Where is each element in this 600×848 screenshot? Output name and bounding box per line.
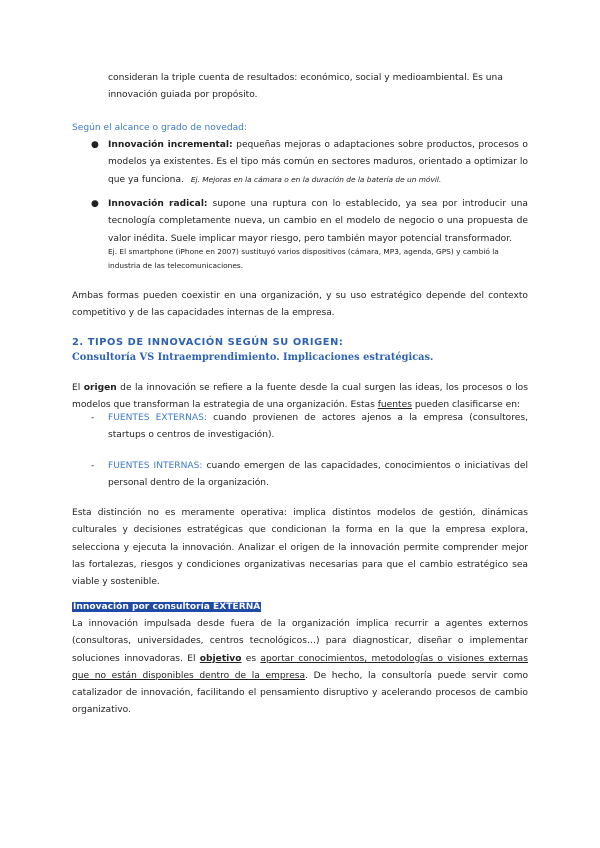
externa-paragraph bbox=[72, 616, 528, 720]
externa-pre: La innovación impulsada desde fuera de la organización implica recurrir a agentes externos (consultoras, universidades, centros tecnológicos…) para diagnosticar, diseñar o implementar soluciones innovadoras. El bbox=[72, 619, 528, 664]
fuentes-externas bbox=[108, 410, 528, 445]
radical-paragraph bbox=[108, 196, 528, 248]
externa-heading: Innovación por consultoría EXTERNA bbox=[73, 602, 261, 612]
incremental-text: pequeñas mejoras o adaptaciones sobre productos, procesos o modelos ya existentes. Es el tipo más común en sectores maduros, orientado a optimizar lo que ya funciona. bbox=[108, 140, 528, 185]
intro-pre: El bbox=[72, 383, 84, 393]
incremental-label: Innovación incremental: bbox=[108, 140, 233, 150]
internas-label: FUENTES INTERNAS: bbox=[108, 461, 203, 471]
fuentes-internas bbox=[108, 458, 528, 493]
section2-subtitle: Consultoría VS Intraemprendimiento. Implicaciones estratégicas. bbox=[72, 352, 434, 363]
intro-mid: de la innovación se refiere a la fuente desde la cual surgen las ideas, los procesos o los modelos que transforman la estrategia de una organización. Estas bbox=[72, 383, 528, 411]
incremental-example: Ej. Mejoras en la cámara o en la duración de la batería de un móvil. bbox=[190, 174, 442, 184]
externa-post: . De hecho, la consultoría puede servir como catalizador de innovación, facilitando el pensamiento disruptivo y acelerando procesos de cambio organizativo. bbox=[72, 670, 529, 716]
bullet-icon: ● bbox=[91, 140, 99, 150]
distincion-paragraph: Esta distinción no es meramente operativa: implica distintos modelos de gestión, dinámicas culturales y decisiones estratégicas que condicionan la forma en la que la empresa explora, selecciona y ejecuta la innovación. Analizar el origen de la innovación permite comprender mejor las fortalezas, riesgos y condiciones organizativas necesarias para que el cambio estratégico sea viable y sostenible. bbox=[72, 508, 528, 588]
intro-end-line2: innovación guiada por propósito. bbox=[108, 90, 258, 100]
externas-label: FUENTES EXTERNAS: bbox=[108, 413, 207, 423]
dash-marker: - bbox=[91, 413, 95, 423]
externa-mid: es bbox=[241, 653, 261, 664]
bullet-icon: ● bbox=[91, 199, 99, 209]
intro-post: pueden clasificarse en: bbox=[411, 400, 521, 411]
externas-text: cuando provienen de actores ajenos a la empresa (consultores, startups o centros de investigación). bbox=[108, 413, 528, 441]
alcance-conclusion: Ambas formas pueden coexistir en una organización, y su uso estratégico depende del contexto competitivo y de las capacidades internas de la empresa. bbox=[72, 291, 528, 319]
radical-text: supone una ruptura con lo establecido, ya sea por introducir una tecnología completamente nueva, un cambio en el modelo de negocio o una propuesta de valor inédita. Suele implicar mayor riesgo, pero también mayor potencial transformador. bbox=[108, 199, 528, 244]
radical-example: Ej. El smartphone (iPhone en 2007) sustituyó varios dispositivos (cámara, MP3, agenda, GPS) y cambió la industria de las telecomunicaciones. bbox=[108, 247, 499, 270]
externa-bold: objetivo bbox=[199, 653, 242, 664]
externa-heading-line bbox=[72, 599, 528, 616]
section2-title: 2. TIPOS DE INNOVACIÓN SEGÚN SU ORIGEN: bbox=[72, 337, 344, 348]
intro-end-line1: consideran la triple cuenta de resultados: económico, social y medioambiental. Es una bbox=[108, 73, 503, 83]
alcance-heading: Según el alcance o grado de novedad: bbox=[72, 123, 247, 133]
incremental-paragraph bbox=[108, 137, 528, 189]
internas-text: cuando emergen de las capacidades, conocimientos o iniciativas del personal dentro de la organización. bbox=[108, 461, 528, 489]
dash-marker: - bbox=[91, 461, 95, 471]
radical-label: Innovación radical: bbox=[108, 199, 208, 209]
externa-underline: aportar conocimientos, metodologías o visiones externas que no están disponibles dentro de la empresa bbox=[72, 653, 528, 681]
intro-bold: origen bbox=[83, 383, 117, 393]
intro-underline: fuentes bbox=[377, 400, 412, 411]
